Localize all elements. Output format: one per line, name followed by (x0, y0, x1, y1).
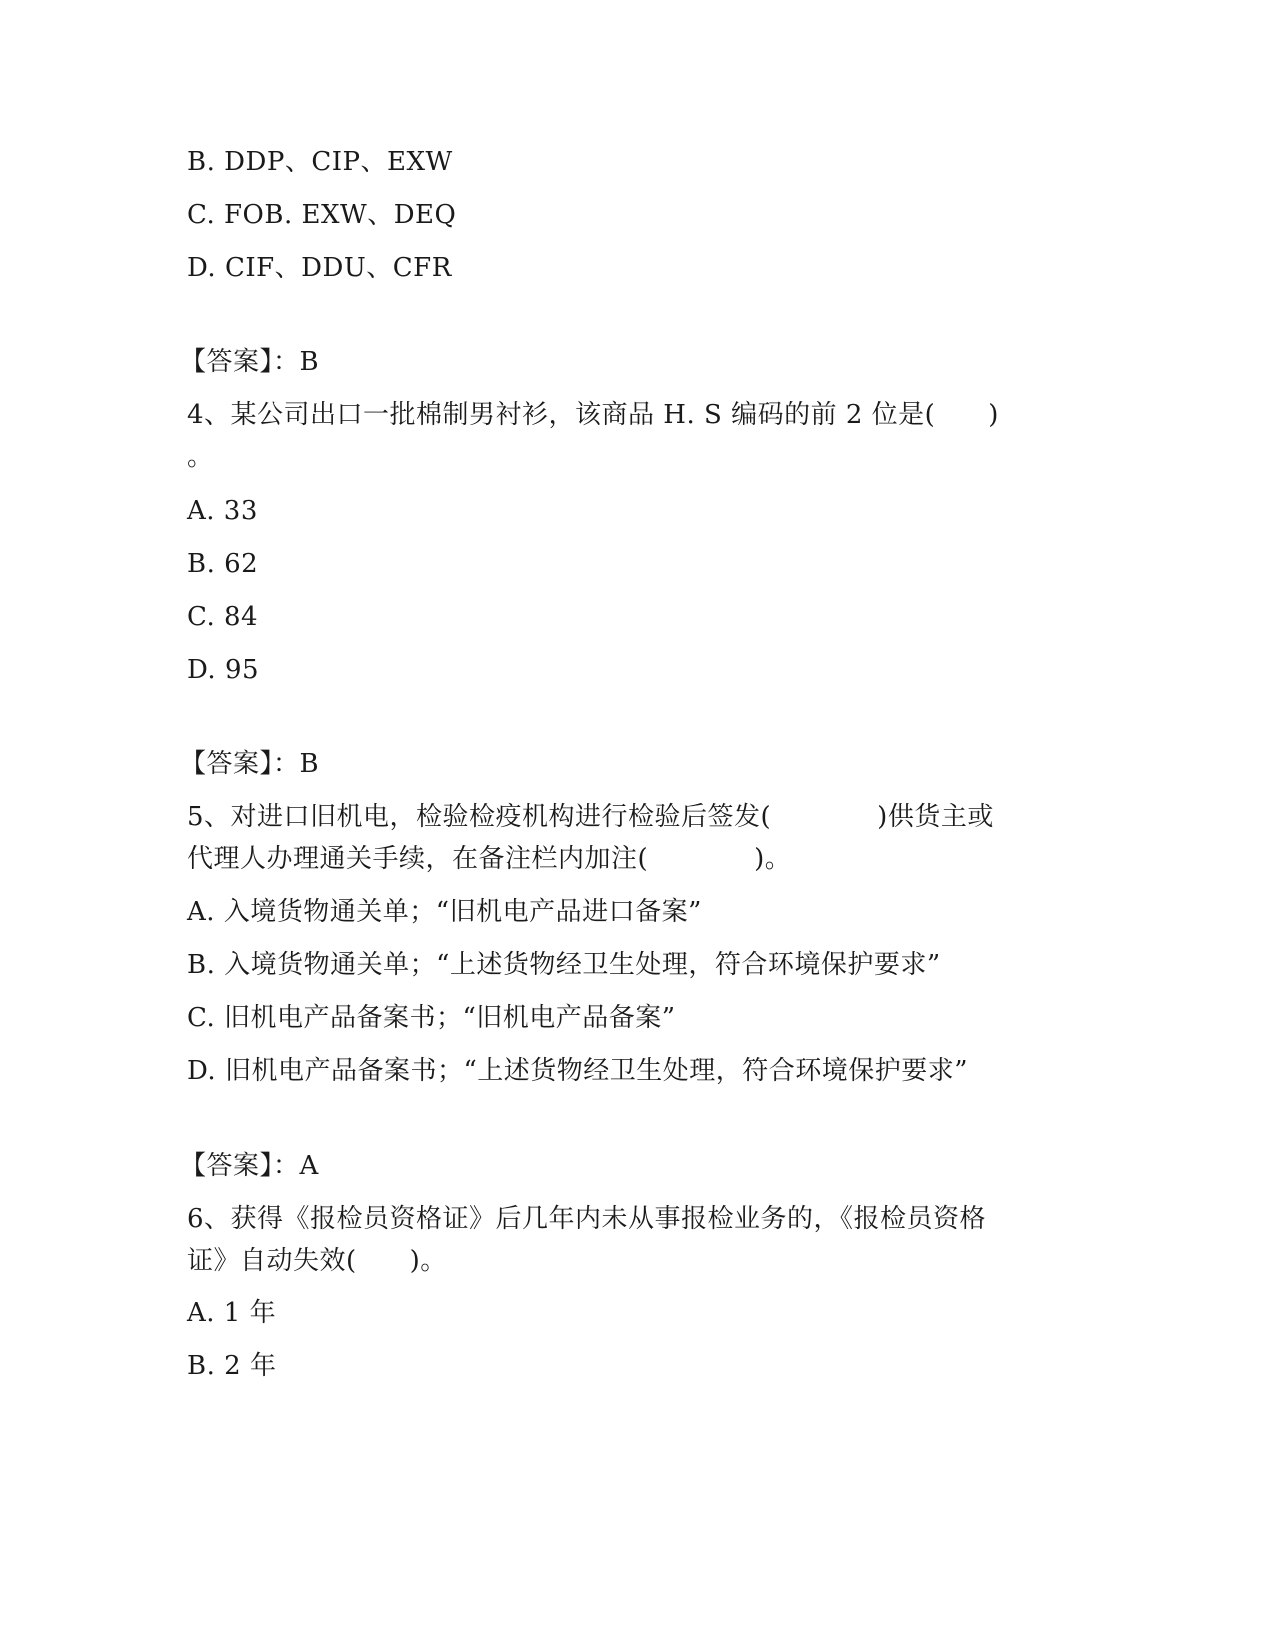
question-4-option-a: A. 33 (187, 496, 258, 526)
question-4-option-c: C. 84 (187, 602, 259, 632)
question-5-option-b: B. 入境货物通关单；“上述货物经卫生处理，符合环境保护要求” (187, 950, 941, 980)
question-4-stem-cont: 。 (187, 442, 214, 472)
question-4-option-d: D. 95 (187, 655, 260, 685)
question-6-option-a: A. 1 年 (187, 1298, 277, 1328)
question-5-answer: 【答案】：A (180, 1151, 319, 1181)
question-4-option-b: B. 62 (187, 549, 259, 579)
question-4-answer: 【答案】：B (180, 749, 320, 779)
question-6-option-b: B. 2 年 (187, 1351, 277, 1381)
question-6-stem-cont: 证》自动失效( )。 (187, 1246, 447, 1276)
option-d: D. CIF、DDU、CFR (187, 253, 452, 283)
option-b: B. DDP、CIP、EXW (187, 147, 453, 177)
question-5-stem-cont: 代理人办理通关手续，在备注栏内加注( )。 (187, 844, 792, 874)
question-5-option-d: D. 旧机电产品备案书；“上述货物经卫生处理，符合环境保护要求” (187, 1056, 969, 1086)
question-5-option-c: C. 旧机电产品备案书；“旧机电产品备案” (187, 1003, 676, 1033)
option-c: C. FOB. EXW、DEQ (187, 200, 457, 230)
question-5-stem: 5、对进口旧机电，检验检疫机构进行检验后签发( )供货主或 (187, 802, 994, 832)
question-4-stem: 4、某公司出口一批棉制男衬衫，该商品 H. S 编码的前 2 位是( ) (187, 400, 999, 430)
question-6-stem: 6、获得《报检员资格证》后几年内未从事报检业务的，《报检员资格 (187, 1204, 987, 1234)
answer-label: 【答案】：B (180, 347, 320, 377)
question-5-option-a: A. 入境货物通关单；“旧机电产品进口备案” (187, 897, 702, 927)
